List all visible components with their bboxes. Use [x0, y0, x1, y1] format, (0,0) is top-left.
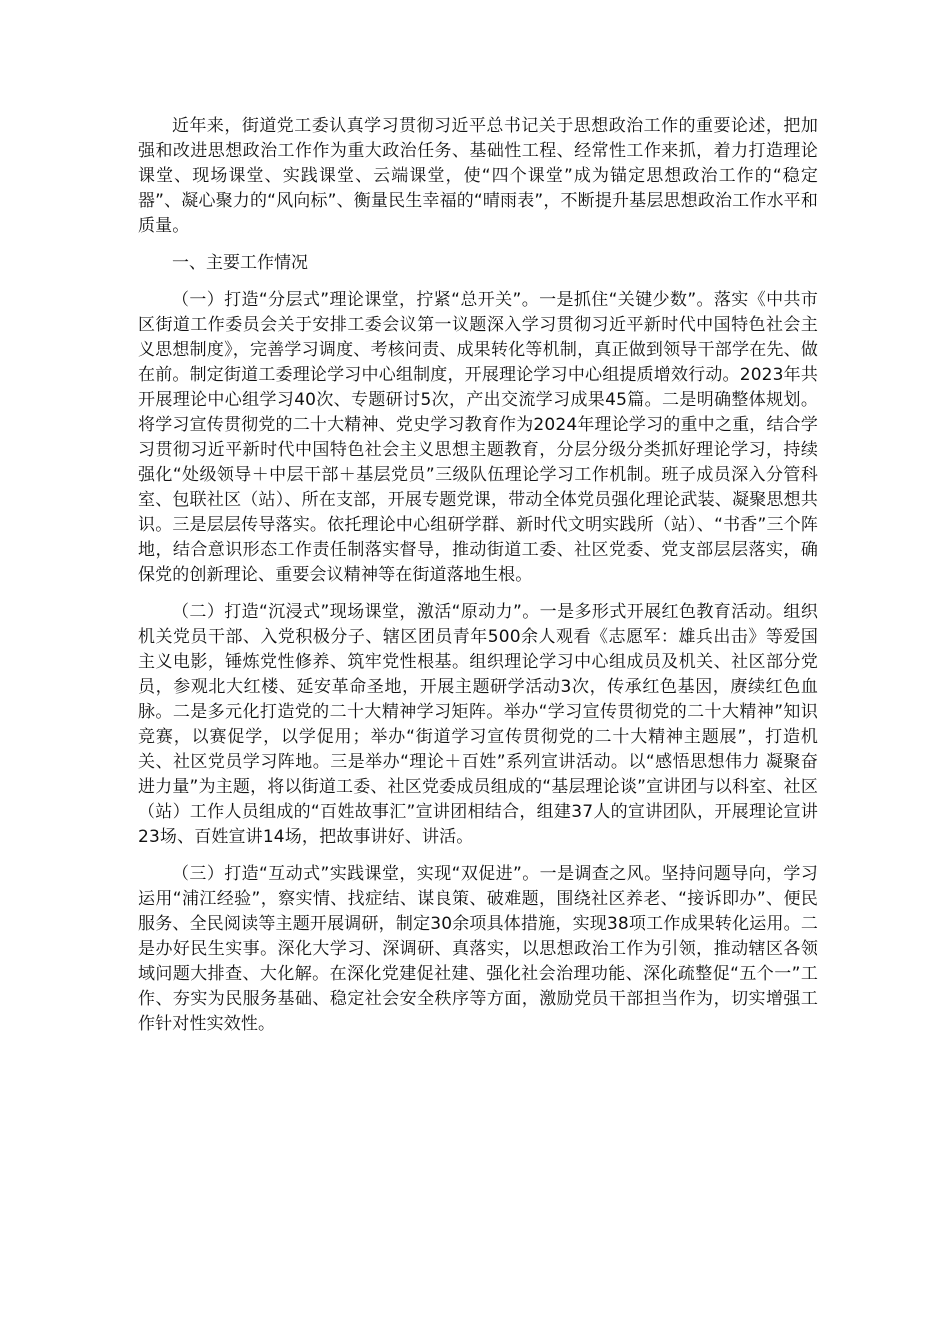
intro-paragraph: 近年来，街道党工委认真学习贯彻习近平总书记关于思想政治工作的重要论述，把加强和改进思想政治工作作为重大政治任务、基础性工程、经常性工作来抓，着力打造理论课堂、现场课堂、实践课堂、云端课堂，使“四个课堂”成为锚定思想政治工作的“稳定器”、凝心聚力的“风向标”、衡量民生幸福的“晴雨表”，不断提升基层思想政治工作水平和质量。 [138, 116, 818, 236]
section-2-paragraph: （二）打造“沉浸式”现场课堂，激活“原动力”。一是多形式开展红色教育活动。组织机关党员干部、入党积极分子、辖区团员青年500余人观看《志愿军：雄兵出击》等爱国主义电影，锤炼党性修养、筑牢党性根基。组织理论学习中心组成员及机关、社区部分党员，参观北大红楼、延安革命圣地，开展主题研学活动3次，传承红色基因，赓续红色血脉。二是多元化打造党的二十大精神学习矩阵。举办“学习宣传贯彻党的二十大精神”知识竞赛，以赛促学，以学促用；举办“街道学习宣传贯彻党的二十大精神主题展”，打造机关、社区党员学习阵地。三是举办“理论＋百姓”系列宣讲活动。以“感悟思想伟力 凝聚奋进力量”为主题，将以街道工委、社区党委成员组成的“基层理论谈”宣讲团与以科室、社区（站）工作人员组成的“百姓故事汇”宣讲团相结合，组建37人的宣讲团队，开展理论宣讲23场、百姓宣讲14场，把故事讲好、讲活。 [138, 602, 818, 847]
document-body [138, 114, 818, 1049]
section-1-paragraph: （一）打造“分层式”理论课堂，拧紧“总开关”。一是抓住“关键少数”。落实《中共市区街道工作委员会关于安排工委会议第一议题深入学习贯彻习近平新时代中国特色社会主义思想制度》，完善学习调度、考核问责、成果转化等机制，真正做到领导干部学在先、做在前。制定街道工委理论学习中心组制度，开展理论学习中心组提质增效行动。2023年共开展理论中心组学习40次、专题研讨5次，产出交流学习成果45篇。二是明确整体规划。将学习宣传贯彻党的二十大精神、党史学习教育作为2024年理论学习的重中之重，结合学习贯彻习近平新时代中国特色社会主义思想主题教育，分层分级分类抓好理论学习，持续强化“处级领导＋中层干部＋基层党员”三级队伍理论学习工作机制。班子成员深入分管科室、包联社区（站）、所在支部，开展专题党课，带动全体党员强化理论武装、凝聚思想共识。三是层层传导落实。依托理论中心组研学群、新时代文明实践所（站）、“书香”三个阵地，结合意识形态工作责任制落实督导，推动街道工委、社区党委、党支部层层落实，确保党的创新理论、重要会议精神等在街道落地生根。 [138, 290, 818, 585]
section-3-paragraph: （三）打造“互动式”实践课堂，实现“双促进”。一是调查之风。坚持问题导向，学习运用“浦江经验”，察实情、找症结、谋良策、破难题，围绕社区养老、“接诉即办”、便民服务、全民阅读等主题开展调研，制定30余项具体措施，实现38项工作成果转化运用。二是办好民生实事。深化大学习、深调研、真落实，以思想政治工作为引领，推动辖区各领域问题大排查、大化解。在深化党建促社建、强化社会治理功能、深化疏整促“五个一”工作、夯实为民服务基础、稳定社会安全秩序等方面，激励党员干部担当作为，切实增强工作针对性实效性。 [138, 864, 818, 1034]
section-heading: 一、主要工作情况 [172, 253, 308, 273]
